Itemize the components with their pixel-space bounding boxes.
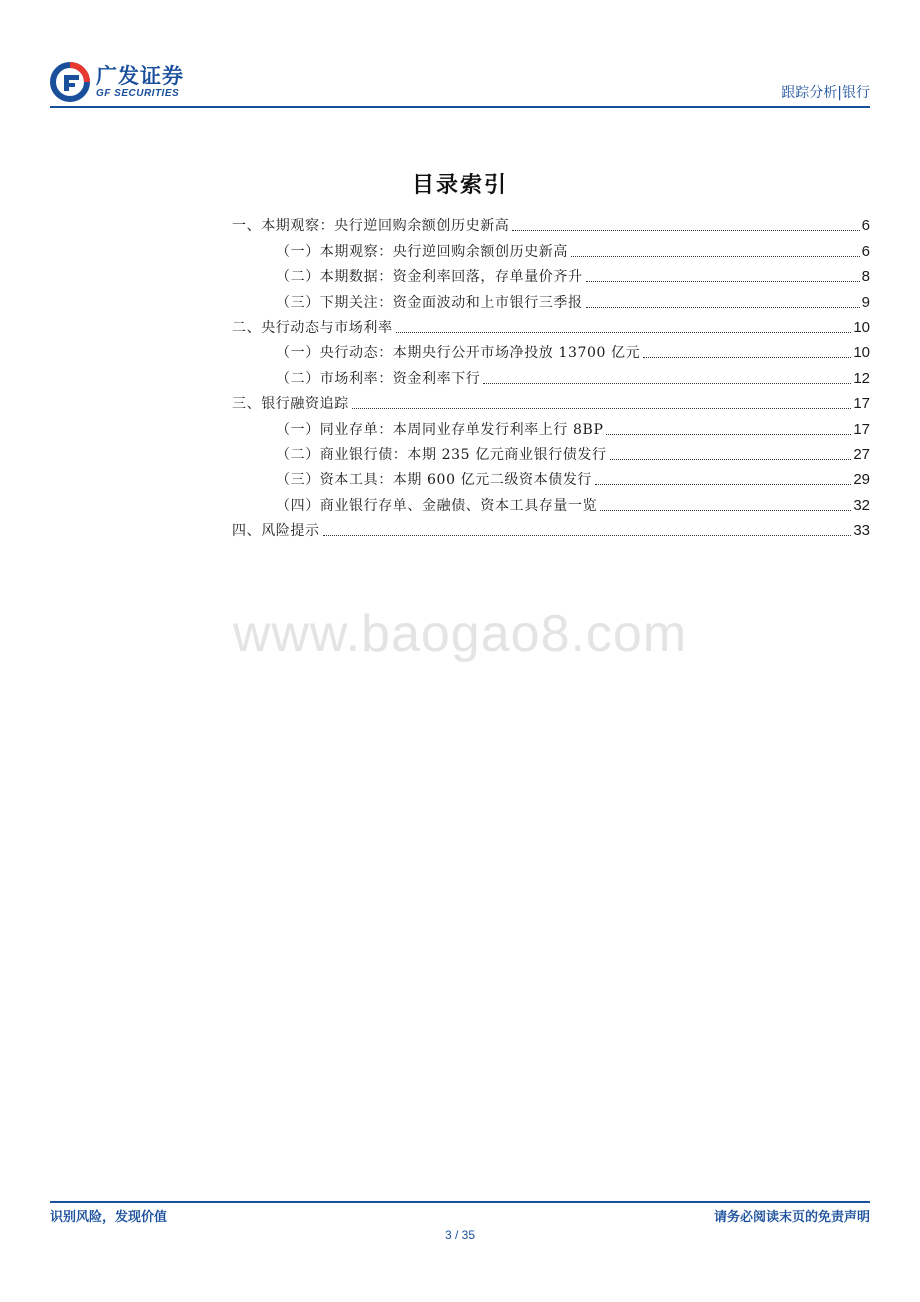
toc-entry-label: 二、央行动态与市场利率 [232,319,393,336]
toc-leader-dots [586,281,860,282]
footer-disclaimer-notice: 请务必阅读末页的免责声明 [713,1210,870,1225]
toc-entry-page: 17 [853,395,870,413]
footer-slogan: 识别风险，发现价值 [50,1210,168,1225]
toc-entry-label: （三）下期关注：资金面波动和上市银行三季报 [276,294,583,311]
toc-entry-subsection[interactable] [232,489,870,514]
toc-entry-subsection[interactable] [232,413,870,438]
gf-logo-icon [50,62,90,102]
toc-leader-dots [483,383,851,384]
toc-entry-page: 17 [853,420,870,438]
toc-entry-label: （二）本期数据：资金利率回落，存单量价齐升 [276,269,583,286]
toc-entry-section[interactable] [232,312,870,337]
toc-entry-label: （一）同业存单：本周同业存单发行利率上行 8BP [276,421,604,438]
toc-leader-dots [600,510,851,511]
toc-entry-section[interactable] [232,210,870,235]
toc-entry-label: （二）商业银行债：本期 235 亿元商业银行债发行 [276,446,607,463]
toc-title: 目录索引 [411,172,508,198]
toc-entry-page: 6 [861,242,870,260]
toc-entry-section[interactable] [232,388,870,413]
page-header [50,60,870,108]
toc-leader-dots [643,357,851,358]
toc-entry-subsection[interactable] [232,362,870,387]
toc-leader-dots [512,230,859,231]
toc-leader-dots [352,408,852,409]
toc-entry-section[interactable] [232,515,870,540]
table-of-contents [232,210,870,540]
toc-entry-subsection[interactable] [232,337,870,362]
toc-leader-dots [586,307,860,308]
toc-leader-dots [323,535,852,536]
toc-entry-subsection[interactable] [232,439,870,464]
toc-entry-label: （二）市场利率：资金利率下行 [276,370,481,387]
toc-entry-label: 一、本期观察：央行逆回购余额创历史新高 [232,218,510,235]
page-number: 3 / 35 [444,1228,476,1242]
toc-entry-label: 三、银行融资追踪 [232,396,349,413]
toc-entry-page: 27 [853,445,870,463]
toc-leader-dots [610,459,852,460]
toc-leader-dots [606,434,851,435]
toc-entry-page: 29 [853,471,870,489]
toc-entry-page: 10 [853,318,870,336]
toc-entry-page: 9 [861,293,870,311]
toc-leader-dots [571,256,860,257]
toc-entry-subsection[interactable] [232,235,870,260]
toc-entry-page: 10 [853,344,870,362]
toc-entry-label: （一）本期观察：央行逆回购余额创历史新高 [276,243,568,260]
toc-entry-page: 6 [861,217,870,235]
report-section-label: 跟踪分析|银行 [781,85,870,101]
toc-entry-label: （四）商业银行存单、金融债、资本工具存量一览 [276,497,598,514]
toc-entry-label: 四、风险提示 [232,523,320,540]
watermark: www.baogao8.com [232,605,688,663]
toc-entry-subsection[interactable] [232,286,870,311]
header-divider [50,106,870,108]
toc-entry-label: （三）资本工具：本期 600 亿元二级资本债发行 [276,472,593,489]
toc-leader-dots [595,484,851,485]
toc-entry-page: 8 [861,268,870,286]
toc-entry-subsection[interactable] [232,464,870,489]
gf-securities-logo [50,62,184,102]
toc-entry-subsection[interactable] [232,261,870,286]
toc-entry-page: 12 [853,369,870,387]
logo-english-name: GF SECURITIES [96,88,180,99]
toc-entry-page: 32 [853,496,870,514]
toc-entry-label: （一）央行动态：本期央行公开市场净投放 13700 亿元 [276,345,641,362]
logo-chinese-name: 广发证券 [96,64,184,88]
toc-leader-dots [396,332,852,333]
footer-divider [50,1201,870,1203]
toc-entry-page: 33 [853,522,870,540]
